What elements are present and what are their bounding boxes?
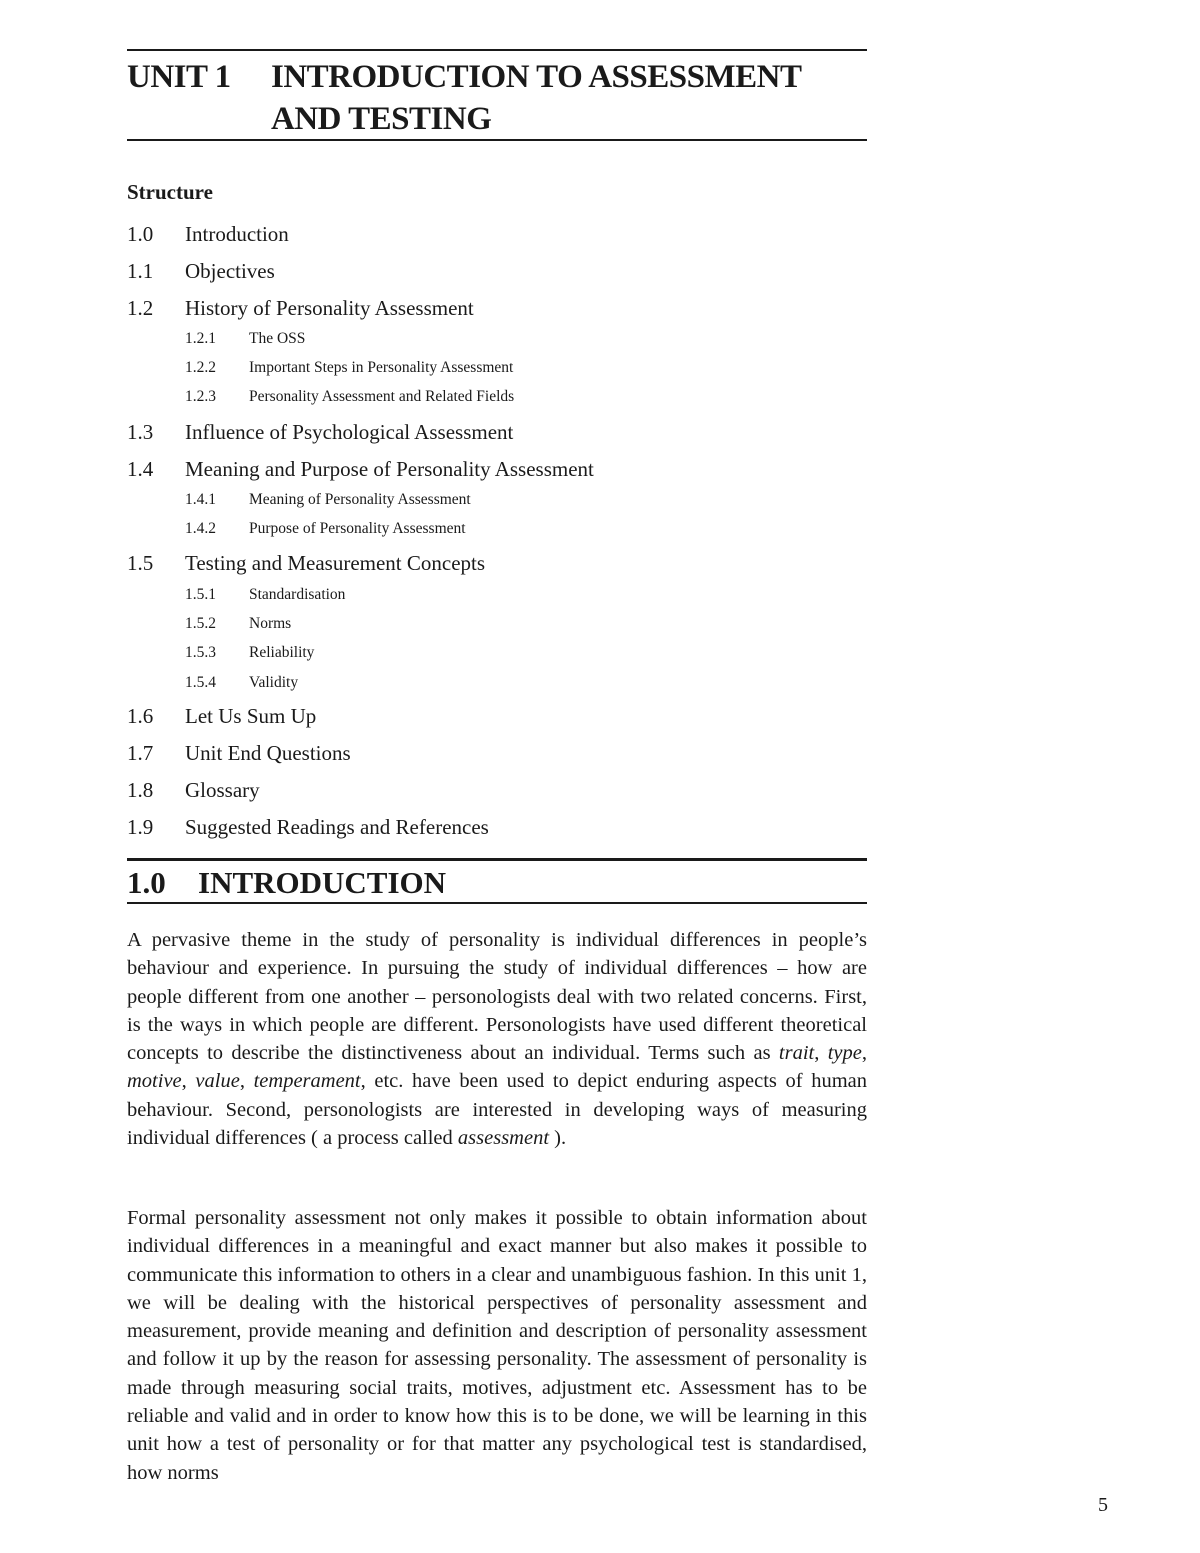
header-top-rule xyxy=(127,49,867,51)
toc-title: Influence of Psychological Assessment xyxy=(185,420,514,444)
paragraph-text: , etc. have been used to depict enduring aspects of human behaviour. Second, personologists are interested in developing ways of measuring individual differences ( a process called xyxy=(127,1070,868,1150)
term-emphasis: trait xyxy=(778,1042,815,1065)
term-emphasis: assessment xyxy=(457,1127,550,1150)
toc-title: Objectives xyxy=(185,259,275,283)
toc-title: History of Personality Assessment xyxy=(185,296,474,320)
paragraph-text: , xyxy=(861,1042,868,1065)
toc-number: 1.0 xyxy=(127,222,154,246)
term-emphasis: type xyxy=(827,1042,862,1065)
toc-title: Norms xyxy=(249,615,292,632)
section-top-rule xyxy=(127,858,867,861)
toc-title: Purpose of Personality Assessment xyxy=(249,520,466,537)
toc-number: 1.5.1 xyxy=(185,586,216,603)
toc-number: 1.8 xyxy=(127,778,154,802)
toc-title: Reliability xyxy=(249,644,315,661)
term-emphasis: motive xyxy=(127,1070,182,1093)
toc-number: 1.2.2 xyxy=(185,359,216,376)
toc-number: 1.5.2 xyxy=(185,615,216,632)
section-number: 1.0 xyxy=(127,865,166,900)
intro-paragraph-1 xyxy=(127,926,867,1152)
paragraph-text: , xyxy=(181,1070,196,1093)
unit-title: INTRODUCTION TO ASSESSMENT AND TESTING xyxy=(271,59,801,137)
toc-title: Standardisation xyxy=(249,586,346,603)
toc-title: The OSS xyxy=(249,330,306,347)
paragraph-text: , xyxy=(239,1070,254,1093)
section-title: INTRODUCTION xyxy=(198,865,447,900)
toc-title: Validity xyxy=(249,674,299,691)
paragraph-text: , xyxy=(814,1042,828,1065)
toc-title: Meaning of Personality Assessment xyxy=(249,491,471,508)
toc-number: 1.6 xyxy=(127,704,154,728)
paragraph-text: A pervasive theme in the study of personality is individual differences in people’s behaviour and experience. In pursuing the study of individual differences – how are people different from one another – personologists deal with two related concerns. First, is the ways in which people are different. Personologists have used different theoretical concepts to describe the distinctiveness about an individual. Terms such as xyxy=(127,929,867,1065)
term-emphasis: value xyxy=(195,1070,240,1093)
structure-heading: Structure xyxy=(127,180,213,204)
toc-title: Introduction xyxy=(185,222,289,246)
paragraph-text: ). xyxy=(549,1127,567,1150)
intro-paragraph-2: Formal personality assessment not only makes it possible to obtain information about individual differences in a meaningful and exact manner but also makes it possible to communicate this information to others in a clear and unambiguous fashion. In this unit 1, we will be dealing with the historical perspectives of personality assessment and measurement, provide meaning and definition and description of personality assessment and follow it up by the reason for assessing personality. The assessment of personality is made through measuring social traits, motives, adjustment etc. Assessment has to be reliable and valid and in order to know how this is to be done, we will be learning in this unit how a test of personality or for that matter any psychological test is standardised, how norms xyxy=(127,1207,867,1484)
toc-title: Let Us Sum Up xyxy=(185,704,317,728)
toc-number: 1.4.2 xyxy=(185,520,216,537)
page-number: 5 xyxy=(1098,1494,1108,1516)
section-bottom-rule xyxy=(127,902,867,904)
toc-number: 1.5.3 xyxy=(185,644,216,661)
term-emphasis: temperament xyxy=(253,1070,361,1093)
toc-title: Testing and Measurement Concepts xyxy=(185,551,486,575)
toc-number: 1.1 xyxy=(127,259,154,283)
toc-number: 1.9 xyxy=(127,815,154,839)
toc-title: Glossary xyxy=(185,778,260,802)
toc-title: Meaning and Purpose of Personality Assessment xyxy=(185,457,594,481)
toc-title: Important Steps in Personality Assessment xyxy=(249,359,514,376)
toc-number: 1.5 xyxy=(127,551,154,575)
toc-number: 1.4 xyxy=(127,457,154,481)
toc-number: 1.7 xyxy=(127,741,154,765)
toc-number: 1.3 xyxy=(127,420,154,444)
toc-number: 1.2.1 xyxy=(185,330,216,347)
toc-title: Suggested Readings and References xyxy=(185,815,489,839)
unit-label: UNIT 1 xyxy=(127,59,231,95)
toc-number: 1.4.1 xyxy=(185,491,216,508)
header-bottom-rule xyxy=(127,139,867,141)
toc-number: 1.2 xyxy=(127,296,154,320)
toc-title: Personality Assessment and Related Fields xyxy=(249,388,515,405)
toc-number: 1.2.3 xyxy=(185,388,216,405)
toc-title: Unit End Questions xyxy=(185,741,351,765)
toc-number: 1.5.4 xyxy=(185,674,216,691)
